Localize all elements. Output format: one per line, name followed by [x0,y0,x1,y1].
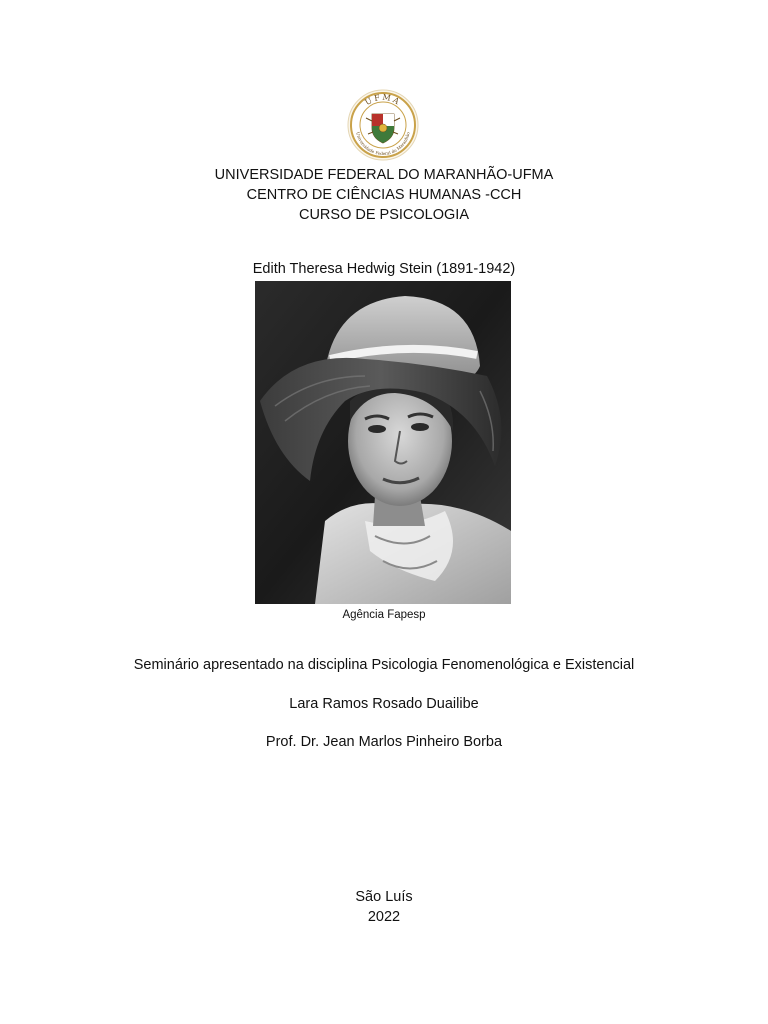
institution-header [0,165,768,225]
seal-acronym: UFMA [363,92,403,108]
portrait-photo [255,281,511,604]
subject-title: Edith Theresa Hedwig Stein (1891-1942) [252,261,516,277]
center-name: CENTRO DE CIÊNCIAS HUMANAS -CCH [246,187,522,203]
professor-name: Prof. Dr. Jean Marlos Pinheiro Borba [265,734,503,750]
seminar-description: Seminário apresentado na disciplina Psicologia Fenomenológica e Existencial [133,657,635,673]
course-name: CURSO DE PSICOLOGIA [298,207,469,223]
seal-ring-text: Universidade Federal do Maranhão [355,131,411,157]
author-name: Lara Ramos Rosado Duailibe [289,696,479,712]
ufma-seal-icon [344,88,422,162]
university-name: UNIVERSIDADE FEDERAL DO MARANHÃO-UFMA [214,167,554,183]
photo-caption: Agência Fapesp [342,609,426,621]
year: 2022 [367,909,401,925]
city: São Luís [355,889,413,905]
